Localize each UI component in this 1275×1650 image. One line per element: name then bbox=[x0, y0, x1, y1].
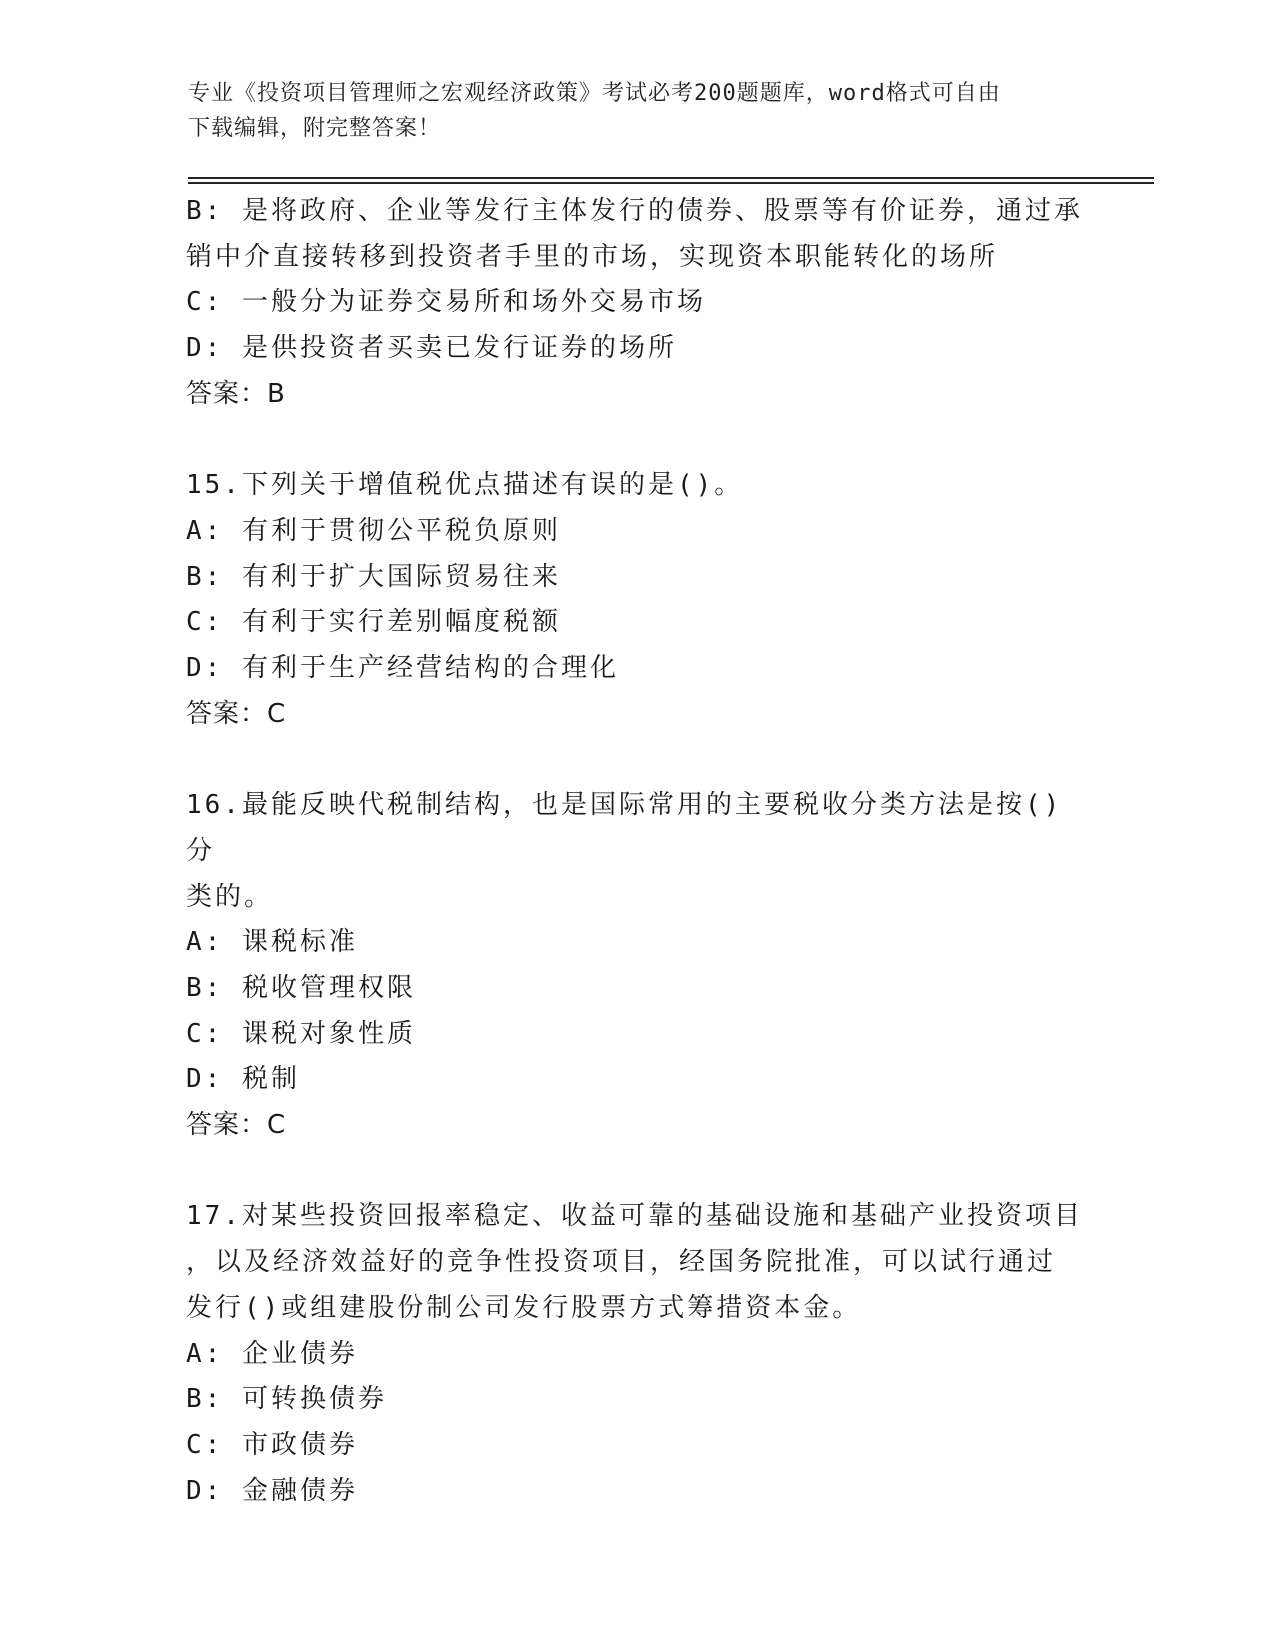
q14-option-b-line-2: 销中介直接转移到投资者手里的市场，实现资本职能转化的场所 bbox=[186, 241, 999, 272]
q14-option-c: C: 一般分为证券交易所和场外交易市场 bbox=[186, 287, 706, 318]
q16-option-c: C: 课税对象性质 bbox=[186, 1018, 416, 1049]
q17-option-b: B: 可转换债券 bbox=[186, 1384, 387, 1415]
q17-option-c: C: 市政债券 bbox=[186, 1429, 358, 1460]
document-header bbox=[188, 76, 1068, 146]
q15-option-a: A: 有利于贯彻公平税负原则 bbox=[186, 515, 561, 546]
question-list bbox=[186, 189, 1086, 1514]
q15-option-d: D: 有利于生产经营结构的合理化 bbox=[186, 653, 619, 684]
spacer bbox=[186, 1149, 1086, 1195]
q16-option-d: D: 税制 bbox=[186, 1064, 300, 1095]
q15-option-c: C: 有利于实行差别幅度税额 bbox=[186, 607, 561, 638]
question-16 bbox=[186, 783, 1086, 1149]
q16-answer: 答案：C bbox=[186, 1110, 287, 1141]
spacer bbox=[186, 737, 1086, 783]
q16-question-line-1: 16.最能反映代税制结构，也是国际常用的主要税收分类方法是按()分 bbox=[186, 790, 1063, 866]
q17-question-line-3: 发行()或组建股份制公司发行股票方式筹措资本金。 bbox=[186, 1292, 862, 1323]
q15-question: 15.下列关于增值税优点描述有误的是()。 bbox=[186, 470, 744, 501]
header-title-line-1: 专业《投资项目管理师之宏观经济政策》考试必考200题题库，word格式可自由 bbox=[188, 81, 1001, 106]
q17-question-line-1: 17.对某些投资回报率稳定、收益可靠的基础设施和基础产业投资项目 bbox=[186, 1201, 1083, 1232]
header-divider-bottom bbox=[188, 182, 1154, 184]
q14-option-d: D: 是供投资者买卖已发行证券的场所 bbox=[186, 333, 677, 364]
q14-option-b-line-1: B: 是将政府、企业等发行主体发行的债券、股票等有价证券，通过承 bbox=[186, 196, 1083, 226]
spacer bbox=[186, 418, 1086, 464]
q17-question-line-2: ，以及经济效益好的竞争性投资项目，经国务院批准，可以试行通过 bbox=[186, 1247, 1057, 1278]
question-14 bbox=[186, 189, 1086, 418]
q17-option-a: A: 企业债券 bbox=[186, 1338, 358, 1369]
q16-question-line-2: 类的。 bbox=[186, 881, 274, 912]
q15-answer: 答案：C bbox=[186, 698, 287, 729]
header-divider-top bbox=[188, 177, 1154, 179]
question-17 bbox=[186, 1194, 1086, 1514]
q14-answer: 答案：B bbox=[186, 378, 286, 409]
q16-option-b: B: 税收管理权限 bbox=[186, 972, 416, 1003]
header-title-line-2: 下载编辑，附完整答案！ bbox=[188, 116, 442, 141]
q15-option-b: B: 有利于扩大国际贸易往来 bbox=[186, 561, 561, 592]
q17-option-d: D: 金融债券 bbox=[186, 1475, 358, 1506]
q16-option-a: A: 课税标准 bbox=[186, 927, 358, 958]
question-15 bbox=[186, 463, 1086, 737]
